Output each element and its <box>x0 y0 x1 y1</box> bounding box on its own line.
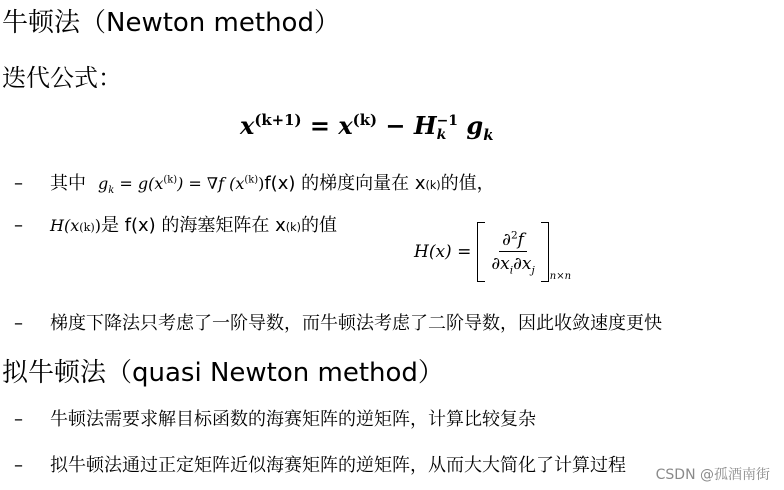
csdn-watermark: CSDN @孤酒南街 <box>655 467 770 483</box>
formula-x: x <box>338 111 353 140</box>
hessian-expression-close: ) <box>94 216 101 235</box>
hessian-description: 是 f(x) 的海塞矩阵在 x <box>100 215 286 236</box>
quasi-newton-simplify-text: 拟牛顿法通过正定矩阵近似海赛矩阵的逆矩阵，从而大大简化了计算过程 <box>50 455 626 476</box>
gradient-expression-close: ) <box>258 174 265 193</box>
second-derivative-fraction <box>488 229 537 277</box>
matrix-size-subscript: n×n <box>549 271 572 282</box>
hessian-expression: H(x <box>50 216 80 235</box>
denominator-dxi: ∂x <box>491 254 510 274</box>
gradient-superscript-1: (k) <box>163 174 178 186</box>
numerator-f: f <box>517 230 524 250</box>
gradient-g: g <box>98 174 109 193</box>
newton-method-title: 牛顿法（Newton method） <box>2 8 340 38</box>
formula-equals: = <box>309 111 330 140</box>
formula-h: H <box>413 111 437 140</box>
denominator-j: j <box>531 264 535 277</box>
quasi-newton-title: 拟牛顿法（quasi Newton method） <box>2 358 444 388</box>
denominator-i: i <box>509 264 514 277</box>
left-bracket <box>477 222 485 282</box>
denominator-dxj: ∂x <box>513 254 532 274</box>
bullet-dash: – <box>14 455 23 476</box>
numerator-partial: ∂ <box>502 230 511 250</box>
iteration-formula-title: 迭代公式： <box>2 64 122 92</box>
gradient-expression-part2: ) = ∇f (x <box>177 174 245 193</box>
bullet-hessian: – H(x (k) ) 是 f(x) 的海塞矩阵在 x (k) 的值 <box>14 215 337 236</box>
hessian-lhs: H(x) = <box>414 242 472 262</box>
hessian-description-end: 的值 <box>300 215 337 236</box>
gradient-expression <box>98 172 264 196</box>
bullet-dash: – <box>14 313 23 334</box>
formula-minus: − <box>385 111 406 140</box>
newton-complexity-text: 牛顿法需要求解目标函数的海赛矩阵的逆矩阵，计算比较复杂 <box>50 409 536 430</box>
bullet-quasi-newton-simplify <box>14 454 626 478</box>
gradient-description-end: 的值， <box>440 173 495 194</box>
bullet-prefix-text: 其中 <box>50 173 86 194</box>
gradient-expression-part1: = g(x <box>114 174 164 193</box>
formula-h-subscript: k <box>436 126 447 143</box>
gradient-g-subscript: k <box>108 185 115 197</box>
iteration-formula <box>240 108 494 144</box>
formula-x-superscript: (k) <box>352 111 378 129</box>
bullet-dash: – <box>14 215 23 236</box>
formula-h-superscript: −1 <box>436 112 459 129</box>
formula-g-subscript: k <box>483 125 494 144</box>
bullet-gradient: – 其中 $g_k = g(x^{(k)}) = \nabla f$ $(x^{(k)})$ f(x) 的梯度向量在 x (k) 的值， <box>14 173 495 197</box>
bullet-newton-complexity <box>14 408 536 432</box>
numerator-power: 2 <box>510 229 518 242</box>
gradient-description: f(x) 的梯度向量在 x <box>264 173 426 194</box>
bullet-convergence <box>14 312 662 336</box>
formula-lhs-x: x <box>240 111 255 140</box>
gradient-superscript-2: (k) <box>244 174 259 186</box>
formula-g: g <box>466 111 484 140</box>
right-bracket <box>541 222 549 282</box>
fraction-denominator <box>488 252 537 277</box>
bullet-dash: – <box>14 409 23 430</box>
hessian-matrix-formula <box>414 222 571 282</box>
bullet-dash: – <box>14 173 23 194</box>
formula-lhs-superscript: (k+1) <box>254 111 302 129</box>
fraction-numerator <box>499 230 527 252</box>
convergence-text: 梯度下降法只考虑了一阶导数，而牛顿法考虑了二阶导数，因此收敛速度更快 <box>50 313 662 334</box>
